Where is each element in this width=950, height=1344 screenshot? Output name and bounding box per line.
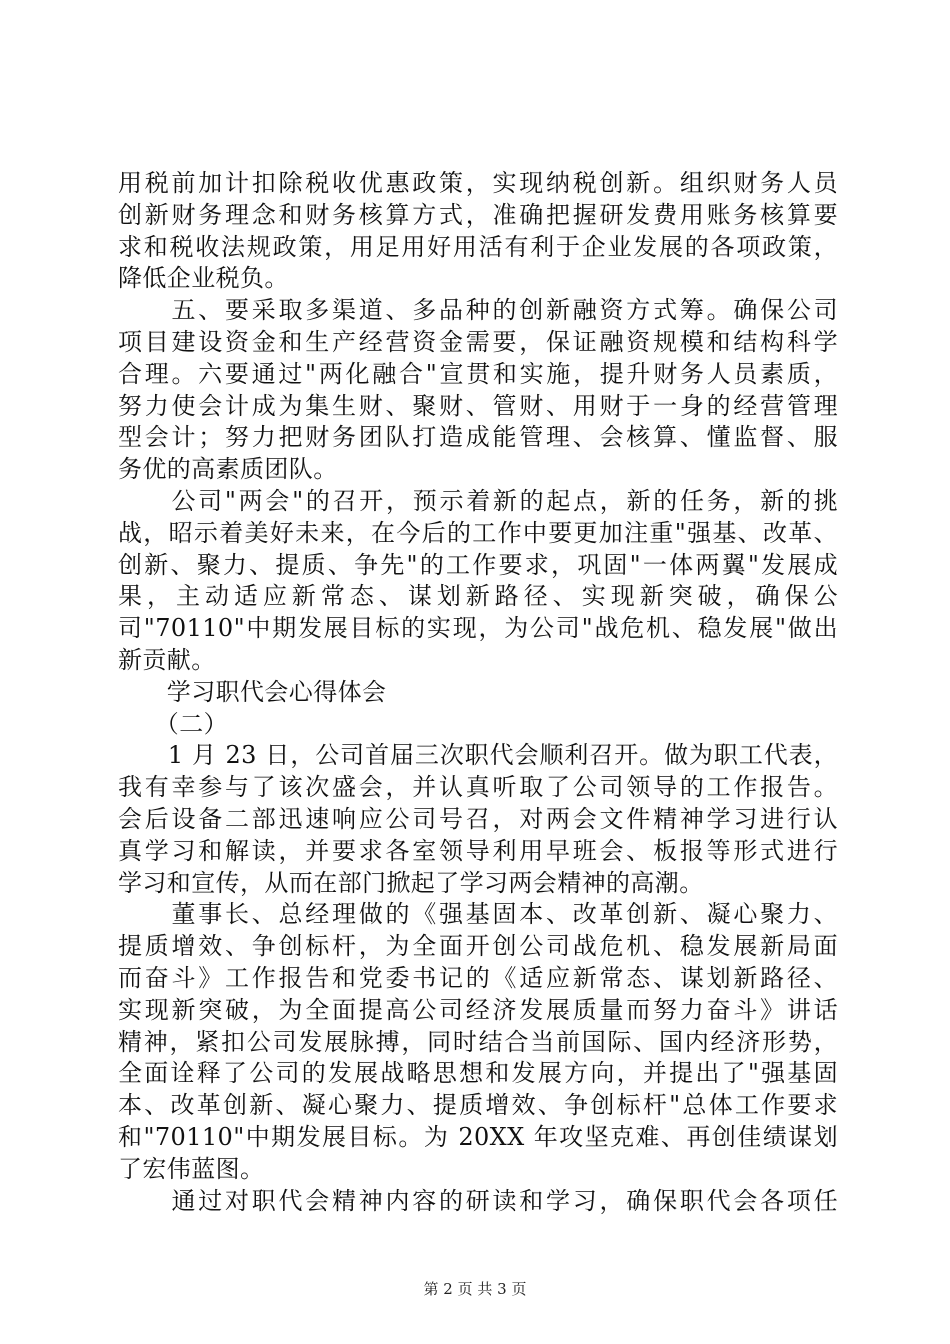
text-line: 会后设备二部迅速响应公司号召，对两会文件精神学习进行认 (118, 804, 838, 833)
text-line: 用税前加计扣除税收优惠政策，实现纳税创新。组织财务人员 (118, 169, 838, 197)
text-line: 实现新突破，为全面提高公司经济发展质量而努力奋斗》讲话 (118, 995, 838, 1024)
text-line: 1 月 23 日，公司首届三次职代会顺利召开。做为职工代表， (118, 741, 838, 770)
text-line: 公司"两会"的召开，预示着新的起点，新的任务，新的挑 (118, 486, 838, 515)
text-line: 新贡献。 (118, 645, 216, 674)
text-line: 学习职代会心得体会 (118, 677, 387, 706)
page-footer: 第 2 页 共 3 页 (423, 1280, 527, 1298)
text-line: （二） (118, 709, 228, 738)
text-line: 而奋斗》工作报告和党委书记的《适应新常态、谋划新路径、 (118, 963, 838, 992)
text-line: 五、要采取多渠道、多品种的创新融资方式筹。确保公司 (118, 296, 838, 325)
text-line: 全面诠释了公司的发展战略思想和发展方向，并提出了"强基固 (118, 1059, 838, 1088)
text-line: 董事长、总经理做的《强基固本、改革创新、凝心聚力、 (118, 900, 838, 929)
text-line: 提质增效、争创标杆，为全面开创公司战危机、稳发展新局面 (118, 932, 838, 961)
text-line: 我有幸参与了该次盛会，并认真听取了公司领导的工作报告。 (118, 773, 838, 802)
text-line: 合理。六要通过"两化融合"宣贯和实施，提升财务人员素质， (118, 359, 838, 388)
text-line: 项目建设资金和生产经营资金需要，保证融资规模和结构科学 (118, 327, 838, 356)
text-line: 战，昭示着美好未来，在今后的工作中要更加注重"强基、改革、 (118, 518, 838, 547)
text-line: 精神，紧扣公司发展脉搏，同时结合当前国际、国内经济形势， (118, 1027, 838, 1056)
text-line: 和"70110"中期发展目标。为 20XX 年攻坚克难、再创佳绩谋划 (118, 1122, 838, 1151)
text-line: 务优的高素质团队。 (118, 455, 338, 484)
text-line: 司"70110"中期发展目标的实现，为公司"战危机、稳发展"做出 (118, 614, 838, 643)
text-line: 通过对职代会精神内容的研读和学习，确保职代会各项任 (118, 1186, 838, 1215)
text-line: 真学习和解读，并要求各室领导利用早班会、板报等形式进行 (118, 836, 838, 865)
text-line: 求和税收法规政策，用足用好用活有利于企业发展的各项政策， (118, 232, 838, 261)
text-line: 型会计；努力把财务团队打造成能管理、会核算、懂监督、服 (118, 423, 838, 452)
text-line: 学习和宣传，从而在部门掀起了学习两会精神的高潮。 (118, 868, 704, 897)
text-line: 果，主动适应新常态、谋划新路径、实现新突破，确保公 (118, 582, 838, 611)
document-body (118, 168, 838, 1217)
text-line: 降低企业税负。 (118, 264, 289, 293)
text-line: 创新、聚力、提质、争先"的工作要求，巩固"一体两翼"发展成 (118, 550, 838, 579)
text-line: 创新财务理念和财务核算方式，准确把握研发费用账务核算要 (118, 200, 838, 229)
text-line: 了宏伟蓝图。 (118, 1154, 265, 1183)
text-line: 努力使会计成为集生财、聚财、管财、用财于一身的经营管理 (118, 391, 838, 420)
text-line: 本、改革创新、凝心聚力、提质增效、争创标杆"总体工作要求 (118, 1091, 838, 1120)
